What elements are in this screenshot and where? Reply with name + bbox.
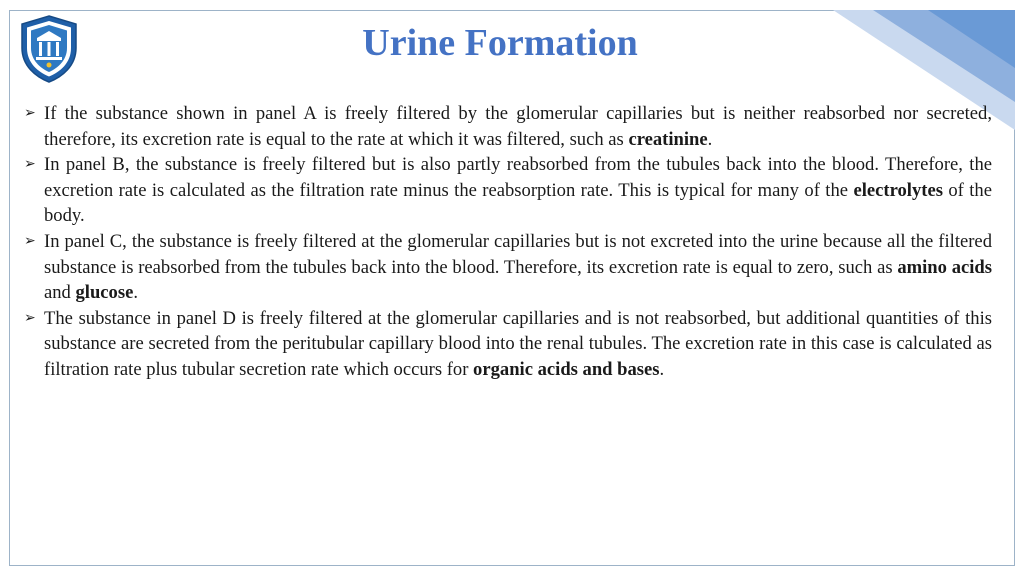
- bullet-item: [22, 306, 992, 383]
- bold-term: organic acids and bases: [473, 358, 660, 380]
- bold-term: glucose: [75, 282, 134, 304]
- bold-term: electrolytes: [853, 179, 943, 201]
- bullet-text: .: [659, 358, 665, 380]
- bullet-item: [22, 229, 992, 306]
- bullet-text: In panel C, the substance is freely filtered at the glomerular capillaries but is not excreted into the urine because all the filtered substance is reabsorbed from the tubules back into the blood. Therefore, its excretion rate is equal to zero, such as: [44, 230, 992, 278]
- bullet-text: .: [707, 128, 713, 150]
- arrow-bullet-icon: ➢: [24, 309, 36, 326]
- arrow-bullet-icon: ➢: [24, 232, 36, 249]
- bullet-text: If the substance shown in panel A is freely filtered by the glomerular capillaries but is neither reabsorbed nor secreted, therefore, its excretion rate is equal to the rate at which it was filtered, such as: [44, 103, 992, 150]
- arrow-bullet-icon: ➢: [24, 105, 36, 121]
- arrow-bullet-icon: ➢: [24, 156, 36, 173]
- bold-term: amino acids: [897, 256, 992, 278]
- bullet-item: [22, 101, 992, 152]
- bullet-text: The substance in panel D is freely filtered at the glomerular capillaries and is not reabsorbed, but additional quantities of this substance are secreted from the peritubular capillary blood into the renal tubules. The excretion rate in this case is calculated as filtration rate plus tubular secretion rate which occurs for: [44, 307, 992, 380]
- page-title: Urine Formation: [362, 22, 638, 64]
- bullet-text: of the body.: [44, 179, 992, 227]
- bullet-text: and: [44, 282, 76, 304]
- bullet-text: In panel B, the substance is freely filtered but is also partly reabsorbed from the tubules back into the blood. Therefore, the excretion rate is calculated as the filtration rate minus the reabsorption rate. This is typical for many of the: [44, 154, 992, 201]
- bullet-item: [22, 152, 992, 229]
- bold-term: creatinine: [628, 128, 708, 150]
- bullet-list: [22, 101, 992, 383]
- bullet-text: .: [133, 282, 138, 304]
